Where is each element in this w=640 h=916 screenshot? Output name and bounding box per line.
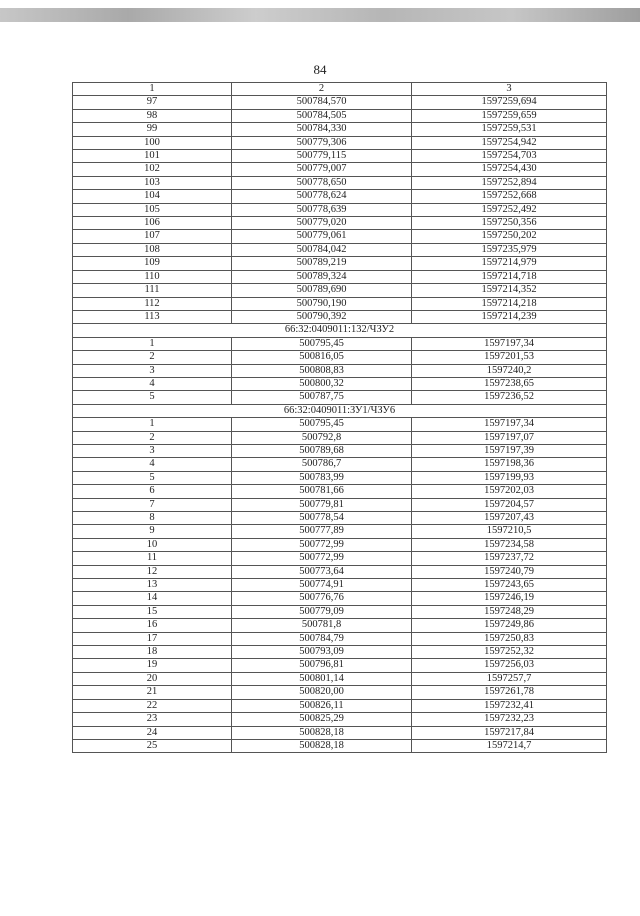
table-row xyxy=(73,525,607,538)
table-row xyxy=(73,512,607,525)
point-number-cell: 9 xyxy=(73,525,232,538)
point-number-cell: 113 xyxy=(73,310,232,323)
point-number-cell: 7 xyxy=(73,498,232,511)
y-coordinate-cell: 1597240,79 xyxy=(412,565,607,578)
table-row xyxy=(73,257,607,270)
y-coordinate-cell: 1597214,979 xyxy=(412,257,607,270)
y-coordinate-cell: 1597252,894 xyxy=(412,176,607,189)
x-coordinate-cell: 500826,11 xyxy=(232,699,412,712)
x-coordinate-cell: 500784,042 xyxy=(232,243,412,256)
x-coordinate-cell: 500778,54 xyxy=(232,512,412,525)
y-coordinate-cell: 1597204,57 xyxy=(412,498,607,511)
column-header-y-coordinate: 3 xyxy=(412,83,607,96)
y-coordinate-cell: 1597199,93 xyxy=(412,471,607,484)
x-coordinate-cell: 500784,570 xyxy=(232,96,412,109)
x-coordinate-cell: 500828,18 xyxy=(232,739,412,752)
point-number-cell: 2 xyxy=(73,351,232,364)
table-row xyxy=(73,136,607,149)
y-coordinate-cell: 1597214,352 xyxy=(412,284,607,297)
table-row xyxy=(73,713,607,726)
point-number-cell: 17 xyxy=(73,632,232,645)
table-row xyxy=(73,217,607,230)
y-coordinate-cell: 1597201,53 xyxy=(412,351,607,364)
table-row xyxy=(73,619,607,632)
point-number-cell: 15 xyxy=(73,605,232,618)
y-coordinate-cell: 1597259,659 xyxy=(412,109,607,122)
y-coordinate-cell: 1597250,202 xyxy=(412,230,607,243)
y-coordinate-cell: 1597197,34 xyxy=(412,337,607,350)
point-number-cell: 23 xyxy=(73,713,232,726)
section-title-row xyxy=(73,324,607,337)
table-row xyxy=(73,310,607,323)
point-number-cell: 4 xyxy=(73,458,232,471)
x-coordinate-cell: 500778,650 xyxy=(232,176,412,189)
table-row xyxy=(73,297,607,310)
y-coordinate-cell: 1597207,43 xyxy=(412,512,607,525)
table-row xyxy=(73,418,607,431)
x-coordinate-cell: 500801,14 xyxy=(232,672,412,685)
y-coordinate-cell: 1597243,65 xyxy=(412,579,607,592)
point-number-cell: 99 xyxy=(73,123,232,136)
point-number-cell: 6 xyxy=(73,485,232,498)
table-header-row xyxy=(73,83,607,96)
x-coordinate-cell: 500789,68 xyxy=(232,444,412,457)
x-coordinate-cell: 500789,324 xyxy=(232,270,412,283)
y-coordinate-cell: 1597202,03 xyxy=(412,485,607,498)
y-coordinate-cell: 1597259,531 xyxy=(412,123,607,136)
y-coordinate-cell: 1597232,23 xyxy=(412,713,607,726)
y-coordinate-cell: 1597197,39 xyxy=(412,444,607,457)
y-coordinate-cell: 1597240,2 xyxy=(412,364,607,377)
point-number-cell: 19 xyxy=(73,659,232,672)
table-row xyxy=(73,364,607,377)
y-coordinate-cell: 1597259,694 xyxy=(412,96,607,109)
table-row xyxy=(73,203,607,216)
point-number-cell: 3 xyxy=(73,364,232,377)
table-row xyxy=(73,498,607,511)
y-coordinate-cell: 1597235,979 xyxy=(412,243,607,256)
point-number-cell: 109 xyxy=(73,257,232,270)
column-header-point-number: 1 xyxy=(73,83,232,96)
y-coordinate-cell: 1597217,84 xyxy=(412,726,607,739)
point-number-cell: 5 xyxy=(73,471,232,484)
column-header-x-coordinate: 2 xyxy=(232,83,412,96)
x-coordinate-cell: 500779,81 xyxy=(232,498,412,511)
x-coordinate-cell: 500793,09 xyxy=(232,646,412,659)
table-row xyxy=(73,444,607,457)
y-coordinate-cell: 1597257,7 xyxy=(412,672,607,685)
y-coordinate-cell: 1597256,03 xyxy=(412,659,607,672)
x-coordinate-cell: 500779,09 xyxy=(232,605,412,618)
point-number-cell: 105 xyxy=(73,203,232,216)
table-row xyxy=(73,190,607,203)
table-row xyxy=(73,150,607,163)
x-coordinate-cell: 500779,020 xyxy=(232,217,412,230)
x-coordinate-cell: 500792,8 xyxy=(232,431,412,444)
table-row xyxy=(73,552,607,565)
table-row xyxy=(73,163,607,176)
x-coordinate-cell: 500777,89 xyxy=(232,525,412,538)
point-number-cell: 13 xyxy=(73,579,232,592)
y-coordinate-cell: 1597252,668 xyxy=(412,190,607,203)
x-coordinate-cell: 500776,76 xyxy=(232,592,412,605)
table-row xyxy=(73,243,607,256)
point-number-cell: 98 xyxy=(73,109,232,122)
point-number-cell: 12 xyxy=(73,565,232,578)
table-row xyxy=(73,337,607,350)
section-title: 66:32:0409011:ЗУ1/ЧЗУ6 xyxy=(73,404,607,417)
point-number-cell: 16 xyxy=(73,619,232,632)
table-row xyxy=(73,632,607,645)
y-coordinate-cell: 1597198,36 xyxy=(412,458,607,471)
page-number: 84 xyxy=(313,62,327,77)
x-coordinate-cell: 500773,64 xyxy=(232,565,412,578)
x-coordinate-cell: 500779,306 xyxy=(232,136,412,149)
y-coordinate-cell: 1597214,7 xyxy=(412,739,607,752)
scan-artifact-strip xyxy=(0,8,640,22)
section-title: 66:32:0409011:132/ЧЗУ2 xyxy=(73,324,607,337)
point-number-cell: 103 xyxy=(73,176,232,189)
y-coordinate-cell: 1597197,07 xyxy=(412,431,607,444)
y-coordinate-cell: 1597238,65 xyxy=(412,377,607,390)
point-number-cell: 1 xyxy=(73,418,232,431)
x-coordinate-cell: 500779,115 xyxy=(232,150,412,163)
x-coordinate-cell: 500795,45 xyxy=(232,418,412,431)
y-coordinate-cell: 1597214,718 xyxy=(412,270,607,283)
x-coordinate-cell: 500828,18 xyxy=(232,726,412,739)
y-coordinate-cell: 1597214,218 xyxy=(412,297,607,310)
point-number-cell: 110 xyxy=(73,270,232,283)
x-coordinate-cell: 500778,639 xyxy=(232,203,412,216)
x-coordinate-cell: 500820,00 xyxy=(232,686,412,699)
table-row xyxy=(73,659,607,672)
x-coordinate-cell: 500784,330 xyxy=(232,123,412,136)
y-coordinate-cell: 1597254,703 xyxy=(412,150,607,163)
point-number-cell: 22 xyxy=(73,699,232,712)
x-coordinate-cell: 500796,81 xyxy=(232,659,412,672)
y-coordinate-cell: 1597252,492 xyxy=(412,203,607,216)
point-number-cell: 18 xyxy=(73,646,232,659)
table-row xyxy=(73,431,607,444)
x-coordinate-cell: 500795,45 xyxy=(232,337,412,350)
point-number-cell: 97 xyxy=(73,96,232,109)
point-number-cell: 2 xyxy=(73,431,232,444)
x-coordinate-cell: 500783,99 xyxy=(232,471,412,484)
point-number-cell: 4 xyxy=(73,377,232,390)
x-coordinate-cell: 500779,061 xyxy=(232,230,412,243)
y-coordinate-cell: 1597252,32 xyxy=(412,646,607,659)
y-coordinate-cell: 1597261,78 xyxy=(412,686,607,699)
x-coordinate-cell: 500784,505 xyxy=(232,109,412,122)
point-number-cell: 1 xyxy=(73,337,232,350)
x-coordinate-cell: 500808,83 xyxy=(232,364,412,377)
table-row xyxy=(73,605,607,618)
point-number-cell: 102 xyxy=(73,163,232,176)
point-number-cell: 100 xyxy=(73,136,232,149)
point-number-cell: 20 xyxy=(73,672,232,685)
x-coordinate-cell: 500778,624 xyxy=(232,190,412,203)
table-row xyxy=(73,109,607,122)
table-row xyxy=(73,471,607,484)
x-coordinate-cell: 500800,32 xyxy=(232,377,412,390)
y-coordinate-cell: 1597246,19 xyxy=(412,592,607,605)
coordinates-table-body xyxy=(73,83,607,753)
x-coordinate-cell: 500790,392 xyxy=(232,310,412,323)
table-row xyxy=(73,579,607,592)
table-row xyxy=(73,726,607,739)
y-coordinate-cell: 1597236,52 xyxy=(412,391,607,404)
point-number-cell: 107 xyxy=(73,230,232,243)
table-row xyxy=(73,458,607,471)
point-number-cell: 104 xyxy=(73,190,232,203)
table-row xyxy=(73,538,607,551)
table-row xyxy=(73,377,607,390)
x-coordinate-cell: 500784,79 xyxy=(232,632,412,645)
point-number-cell: 21 xyxy=(73,686,232,699)
x-coordinate-cell: 500816,05 xyxy=(232,351,412,364)
table-row xyxy=(73,485,607,498)
table-row xyxy=(73,672,607,685)
x-coordinate-cell: 500789,690 xyxy=(232,284,412,297)
table-row xyxy=(73,270,607,283)
point-number-cell: 106 xyxy=(73,217,232,230)
point-number-cell: 14 xyxy=(73,592,232,605)
table-row xyxy=(73,351,607,364)
table-row xyxy=(73,96,607,109)
section-title-row xyxy=(73,404,607,417)
table-row xyxy=(73,176,607,189)
coordinates-table xyxy=(72,82,607,753)
y-coordinate-cell: 1597214,239 xyxy=(412,310,607,323)
y-coordinate-cell: 1597250,83 xyxy=(412,632,607,645)
point-number-cell: 101 xyxy=(73,150,232,163)
x-coordinate-cell: 500781,8 xyxy=(232,619,412,632)
point-number-cell: 10 xyxy=(73,538,232,551)
y-coordinate-cell: 1597254,430 xyxy=(412,163,607,176)
y-coordinate-cell: 1597237,72 xyxy=(412,552,607,565)
point-number-cell: 11 xyxy=(73,552,232,565)
table-row xyxy=(73,592,607,605)
x-coordinate-cell: 500786,7 xyxy=(232,458,412,471)
y-coordinate-cell: 1597234,58 xyxy=(412,538,607,551)
table-row xyxy=(73,739,607,752)
y-coordinate-cell: 1597232,41 xyxy=(412,699,607,712)
y-coordinate-cell: 1597248,29 xyxy=(412,605,607,618)
table-row xyxy=(73,686,607,699)
y-coordinate-cell: 1597249,86 xyxy=(412,619,607,632)
table-row xyxy=(73,230,607,243)
table-row xyxy=(73,284,607,297)
point-number-cell: 3 xyxy=(73,444,232,457)
x-coordinate-cell: 500790,190 xyxy=(232,297,412,310)
point-number-cell: 108 xyxy=(73,243,232,256)
table-row xyxy=(73,646,607,659)
point-number-cell: 24 xyxy=(73,726,232,739)
x-coordinate-cell: 500781,66 xyxy=(232,485,412,498)
x-coordinate-cell: 500825,29 xyxy=(232,713,412,726)
x-coordinate-cell: 500772,99 xyxy=(232,552,412,565)
x-coordinate-cell: 500789,219 xyxy=(232,257,412,270)
table-row xyxy=(73,391,607,404)
y-coordinate-cell: 1597250,356 xyxy=(412,217,607,230)
point-number-cell: 5 xyxy=(73,391,232,404)
point-number-cell: 111 xyxy=(73,284,232,297)
x-coordinate-cell: 500787,75 xyxy=(232,391,412,404)
y-coordinate-cell: 1597210,5 xyxy=(412,525,607,538)
x-coordinate-cell: 500779,007 xyxy=(232,163,412,176)
point-number-cell: 8 xyxy=(73,512,232,525)
x-coordinate-cell: 500772,99 xyxy=(232,538,412,551)
y-coordinate-cell: 1597197,34 xyxy=(412,418,607,431)
table-row xyxy=(73,565,607,578)
x-coordinate-cell: 500774,91 xyxy=(232,579,412,592)
table-row xyxy=(73,123,607,136)
y-coordinate-cell: 1597254,942 xyxy=(412,136,607,149)
point-number-cell: 112 xyxy=(73,297,232,310)
table-row xyxy=(73,699,607,712)
point-number-cell: 25 xyxy=(73,739,232,752)
